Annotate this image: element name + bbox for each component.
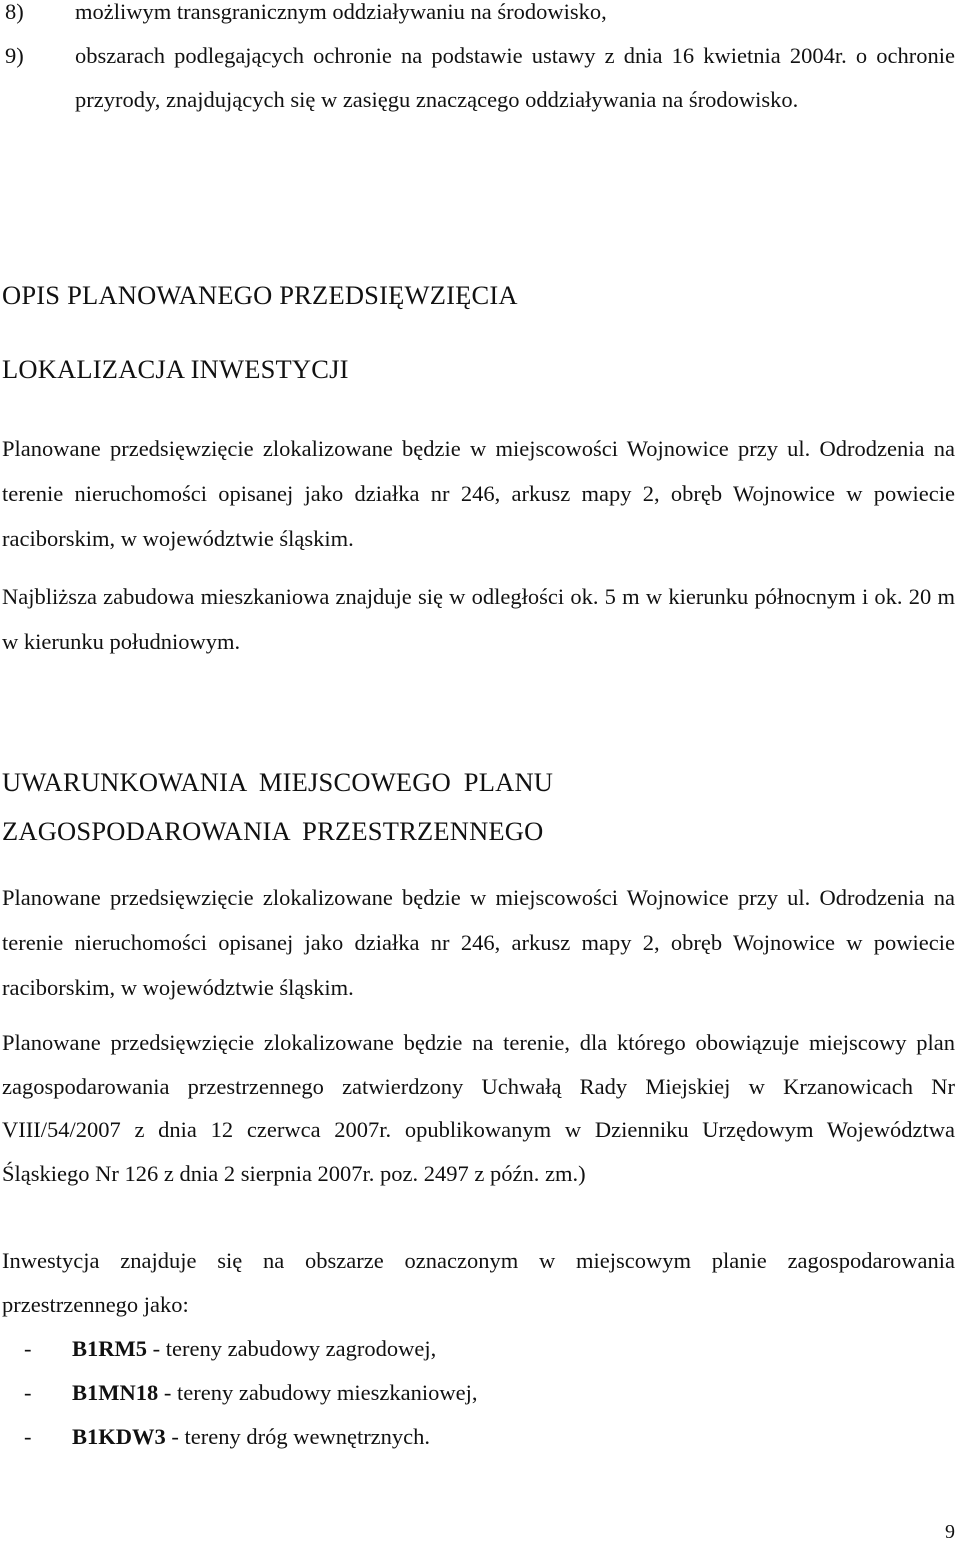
list-text: obszarach podlegających ochronie na podstawie ustawy z dnia 16 kwietnia 2004r. o ochronie przyrody, znajdujących się w zasięgu znaczącego oddziaływania na środowisko. [75,43,955,112]
zone-entry [72,1415,430,1459]
list-item-9 [5,34,955,122]
list-number: 9) [5,43,24,68]
zone-entry [72,1327,436,1371]
list-text: możliwym transgranicznym oddziaływaniu na środowisko, [75,0,607,24]
zone-list [0,1327,955,1459]
section-subtitle-investment-location: LOKALIZACJA INWESTYCJI [2,354,349,384]
list-item-8 [5,0,955,34]
paragraph-plan-designation: Inwestycja znajduje się na obszarze oznaczonym w miejscowym planie zagospodarowania przestrzennego jako: [2,1248,955,1317]
zone-description: - tereny zabudowy zagrodowej, [147,1336,437,1361]
paragraph-local-plan: Planowane przedsięwzięcie zlokalizowane będzie na terenie, dla którego obowiązuje miejscowy plan zagospodarowania przestrzennego zatwierdzony Uchwałą Rady Miejskiej w Krzanowicach Nr VIII/54/2007 z dnia 12 czerwca 2007r. opublikowanym w Dzienniku Urzędowym Województwa Śląskiego Nr 126 z dnia 2 sierpnia 2007r. poz. 2497 z późn. zm.) [2,1030,955,1186]
section-title-plan-conditions-line1: UWARUNKOWANIA MIEJSCOWEGO PLANU [2,767,554,797]
list-item [0,1327,955,1371]
list-item [0,1371,955,1415]
zone-code: B1MN18 [72,1380,159,1405]
paragraph-location-repeat: Planowane przedsięwzięcie zlokalizowane będzie w miejscowości Wojnowice przy ul. Odrodzenia na terenie nieruchomości opisanej jako działka nr 246, arkusz mapy 2, obręb Wojnowice w powiecie raciborskim, w województwie śląskim. [2,885,955,1000]
list-dash: - [24,1336,32,1361]
page-number: 9 [945,1521,955,1543]
paragraph-location: Planowane przedsięwzięcie zlokalizowane będzie w miejscowości Wojnowice przy ul. Odrodzenia na terenie nieruchomości opisanej jako działka nr 246, arkusz mapy 2, obręb Wojnowice w powiecie raciborskim, w województwie śląskim. [2,436,955,551]
zone-code: B1KDW3 [72,1424,166,1449]
list-dash: - [24,1424,32,1449]
section-title-project-description: OPIS PLANOWANEGO PRZEDSIĘWZIĘCIA [2,280,518,310]
list-item [0,1415,955,1459]
paragraph-nearest-buildings: Najbliższa zabudowa mieszkaniowa znajduje się w odległości ok. 5 m w kierunku północnym i ok. 20 m w kierunku południowym. [2,584,955,654]
list-number: 8) [5,0,24,24]
zone-code: B1RM5 [72,1336,147,1361]
list-dash: - [24,1380,32,1405]
zone-entry [72,1371,478,1415]
zone-description: - tereny dróg wewnętrznych. [165,1424,431,1449]
zone-description: - tereny zabudowy mieszkaniowej, [158,1380,478,1405]
section-title-plan-conditions-line2: ZAGOSPODAROWANIA PRZESTRZENNEGO [2,816,544,846]
